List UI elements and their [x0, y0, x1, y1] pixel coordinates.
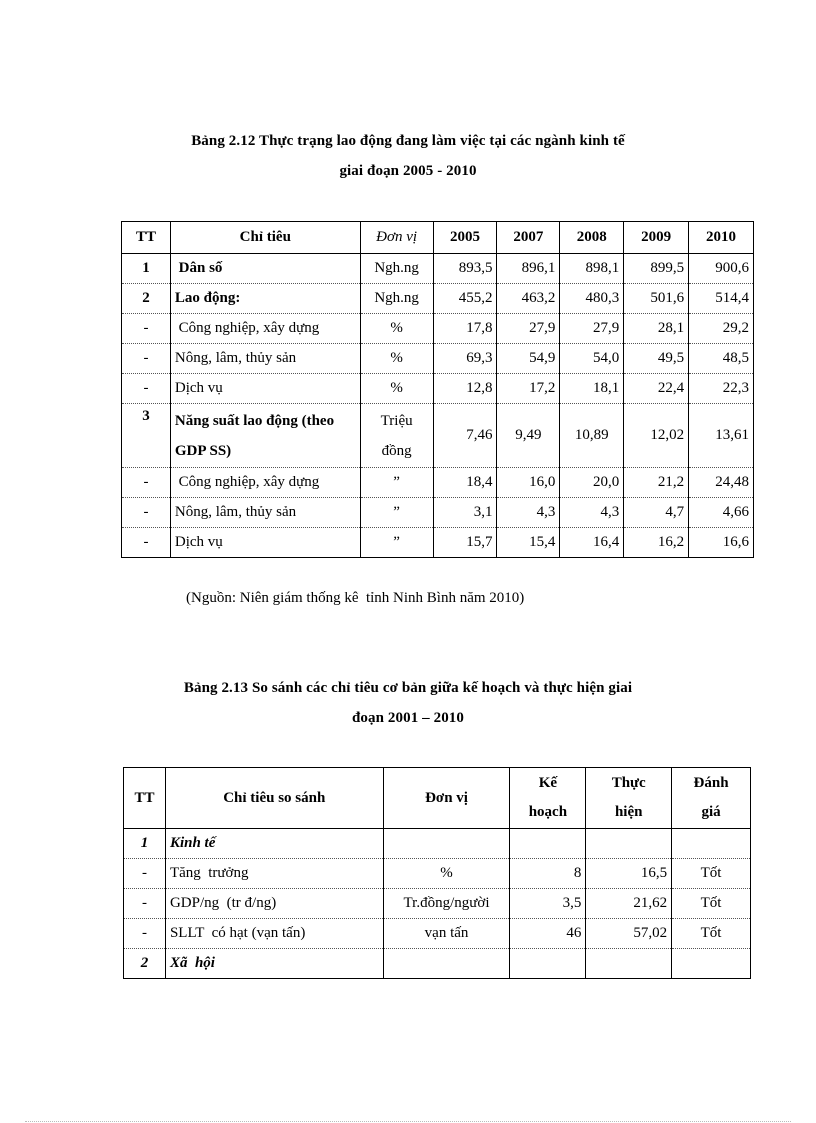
row-value: 29,2	[689, 314, 754, 344]
row-number: -	[124, 889, 166, 919]
row-value: 7,46	[433, 404, 497, 468]
row-value: 22,4	[624, 374, 689, 404]
table2-caption: Bảng 2.13 So sánh các chỉ tiêu cơ bản giữa kế hoạch và thực hiện giai	[183, 680, 633, 696]
row-indicator: Công nghiệp, xây dựng	[170, 314, 360, 344]
header-year: 2008	[560, 222, 624, 254]
row-unit: Ngh.ng	[360, 284, 433, 314]
row-value: 18,4	[433, 468, 497, 498]
row-unit-line: Triệu	[380, 412, 413, 429]
table-header-row	[124, 768, 751, 829]
row-unit: %	[383, 859, 510, 889]
row-number: -	[122, 528, 171, 558]
labor-table	[121, 221, 754, 558]
row-indicator: Tăng trưởng	[165, 859, 383, 889]
table-row	[122, 344, 754, 374]
row-indicator-line: GDP SS)	[174, 442, 232, 459]
row-plan: 46	[510, 919, 586, 949]
row-indicator: Kinh tế	[165, 829, 383, 859]
row-plan	[510, 829, 586, 859]
row-indicator	[170, 404, 360, 468]
row-value: 12,8	[433, 374, 497, 404]
row-value: 49,5	[624, 344, 689, 374]
row-value: 896,1	[497, 254, 560, 284]
table-row	[124, 919, 751, 949]
header-plan-line: Kế	[538, 775, 558, 791]
page-bottom-divider	[25, 1121, 791, 1122]
row-evaluation	[672, 949, 751, 979]
row-plan: 8	[510, 859, 586, 889]
row-value: 24,48	[689, 468, 754, 498]
row-evaluation: Tốt	[672, 889, 751, 919]
row-unit	[360, 404, 433, 468]
row-value: 18,1	[560, 374, 624, 404]
header-year: 2007	[497, 222, 560, 254]
row-value: 455,2	[433, 284, 497, 314]
row-value: 9,49	[497, 404, 560, 468]
row-number: 2	[122, 284, 171, 314]
row-indicator: GDP/ng (tr đ/ng)	[165, 889, 383, 919]
row-value: 16,2	[624, 528, 689, 558]
table-row	[122, 284, 754, 314]
row-unit: ”	[360, 498, 433, 528]
row-value: 28,1	[624, 314, 689, 344]
row-number: -	[122, 344, 171, 374]
header-evaluation-line: giá	[701, 804, 721, 820]
row-indicator: Dịch vụ	[170, 374, 360, 404]
row-indicator: Dân số	[170, 254, 360, 284]
row-value: 480,3	[560, 284, 624, 314]
row-indicator: SLLT có hạt (vạn tấn)	[165, 919, 383, 949]
row-value: 17,8	[433, 314, 497, 344]
row-evaluation: Tốt	[672, 919, 751, 949]
header-year: 2010	[689, 222, 754, 254]
row-value: 16,6	[689, 528, 754, 558]
row-unit: Tr.đồng/người	[383, 889, 510, 919]
row-indicator: Lao động:	[170, 284, 360, 314]
row-actual: 16,5	[586, 859, 672, 889]
row-indicator: Nông, lâm, thủy sản	[170, 498, 360, 528]
header-evaluation	[672, 768, 751, 829]
row-number: -	[122, 468, 171, 498]
row-value: 22,3	[689, 374, 754, 404]
header-actual-line: Thực	[611, 775, 646, 791]
row-number: -	[122, 374, 171, 404]
row-value: 501,6	[624, 284, 689, 314]
table-row	[124, 949, 751, 979]
row-unit	[383, 949, 510, 979]
row-value: 27,9	[497, 314, 560, 344]
row-number: 1	[124, 829, 166, 859]
header-unit: Đơn vị	[383, 768, 510, 829]
row-unit: %	[360, 344, 433, 374]
row-number: -	[124, 919, 166, 949]
row-value: 54,9	[497, 344, 560, 374]
row-number: 1	[122, 254, 171, 284]
row-actual: 21,62	[586, 889, 672, 919]
table-row	[122, 374, 754, 404]
row-value: 15,4	[497, 528, 560, 558]
header-actual-line: hiện	[614, 804, 643, 820]
row-value: 16,0	[497, 468, 560, 498]
row-actual	[586, 949, 672, 979]
row-unit: ”	[360, 528, 433, 558]
row-evaluation	[672, 829, 751, 859]
row-number: -	[124, 859, 166, 889]
row-value: 900,6	[689, 254, 754, 284]
row-indicator: Nông, lâm, thủy sản	[170, 344, 360, 374]
row-value: 3,1	[433, 498, 497, 528]
row-plan: 3,5	[510, 889, 586, 919]
row-number: 2	[124, 949, 166, 979]
header-year: 2005	[433, 222, 497, 254]
row-value: 899,5	[624, 254, 689, 284]
table-header-row	[122, 222, 754, 254]
row-number: 3	[122, 404, 171, 468]
table-row	[124, 889, 751, 919]
row-unit-line: đồng	[381, 442, 412, 459]
row-number: -	[122, 498, 171, 528]
row-actual: 57,02	[586, 919, 672, 949]
row-value: 12,02	[624, 404, 689, 468]
plan-vs-actual-table	[123, 767, 751, 979]
row-value: 4,66	[689, 498, 754, 528]
row-number: -	[122, 314, 171, 344]
row-value: 4,7	[624, 498, 689, 528]
row-value: 48,5	[689, 344, 754, 374]
header-unit: Đơn vị	[360, 222, 433, 254]
row-unit: vạn tấn	[383, 919, 510, 949]
row-indicator: Xã hội	[165, 949, 383, 979]
row-value: 13,61	[689, 404, 754, 468]
row-indicator: Công nghiệp, xây dựng	[170, 468, 360, 498]
table-row	[122, 528, 754, 558]
row-value: 463,2	[497, 284, 560, 314]
row-unit: %	[360, 314, 433, 344]
row-value: 893,5	[433, 254, 497, 284]
table-row	[122, 404, 754, 468]
row-unit: ”	[360, 468, 433, 498]
row-plan	[510, 949, 586, 979]
row-value: 54,0	[560, 344, 624, 374]
row-indicator: Dịch vụ	[170, 528, 360, 558]
row-value: 27,9	[560, 314, 624, 344]
row-value: 514,4	[689, 284, 754, 314]
row-value: 21,2	[624, 468, 689, 498]
table1-source-note: (Nguồn: Niên giám thống kê tỉnh Ninh Bình năm 2010)	[186, 590, 525, 606]
table-row	[122, 254, 754, 284]
row-unit: %	[360, 374, 433, 404]
table-row	[124, 859, 751, 889]
row-value: 20,0	[560, 468, 624, 498]
header-plan-line: hoạch	[528, 804, 568, 820]
header-year: 2009	[624, 222, 689, 254]
row-value: 4,3	[560, 498, 624, 528]
row-unit: Ngh.ng	[360, 254, 433, 284]
table-row	[122, 498, 754, 528]
table1-caption-period: giai đoạn 2005 - 2010	[339, 163, 477, 179]
row-value: 69,3	[433, 344, 497, 374]
row-value: 17,2	[497, 374, 560, 404]
row-value: 15,7	[433, 528, 497, 558]
table-row	[122, 468, 754, 498]
row-value: 4,3	[497, 498, 560, 528]
row-unit	[383, 829, 510, 859]
table-row	[124, 829, 751, 859]
row-evaluation: Tốt	[672, 859, 751, 889]
table2-caption-period: đoạn 2001 – 2010	[351, 710, 465, 726]
header-tt: TT	[124, 768, 166, 829]
row-value: 898,1	[560, 254, 624, 284]
table-row	[122, 314, 754, 344]
header-actual	[586, 768, 672, 829]
header-plan	[510, 768, 586, 829]
header-indicator: Chỉ tiêu so sánh	[165, 768, 383, 829]
row-actual	[586, 829, 672, 859]
row-indicator-line: Năng suất lao động (theo	[174, 412, 335, 429]
table1-caption: Bảng 2.12 Thực trạng lao động đang làm việc tại các ngành kinh tế	[191, 133, 625, 149]
header-evaluation-line: Đánh	[693, 775, 729, 791]
row-value: 10,89	[560, 404, 624, 468]
header-indicator: Chỉ tiêu	[170, 222, 360, 254]
row-value: 16,4	[560, 528, 624, 558]
header-tt: TT	[122, 222, 171, 254]
